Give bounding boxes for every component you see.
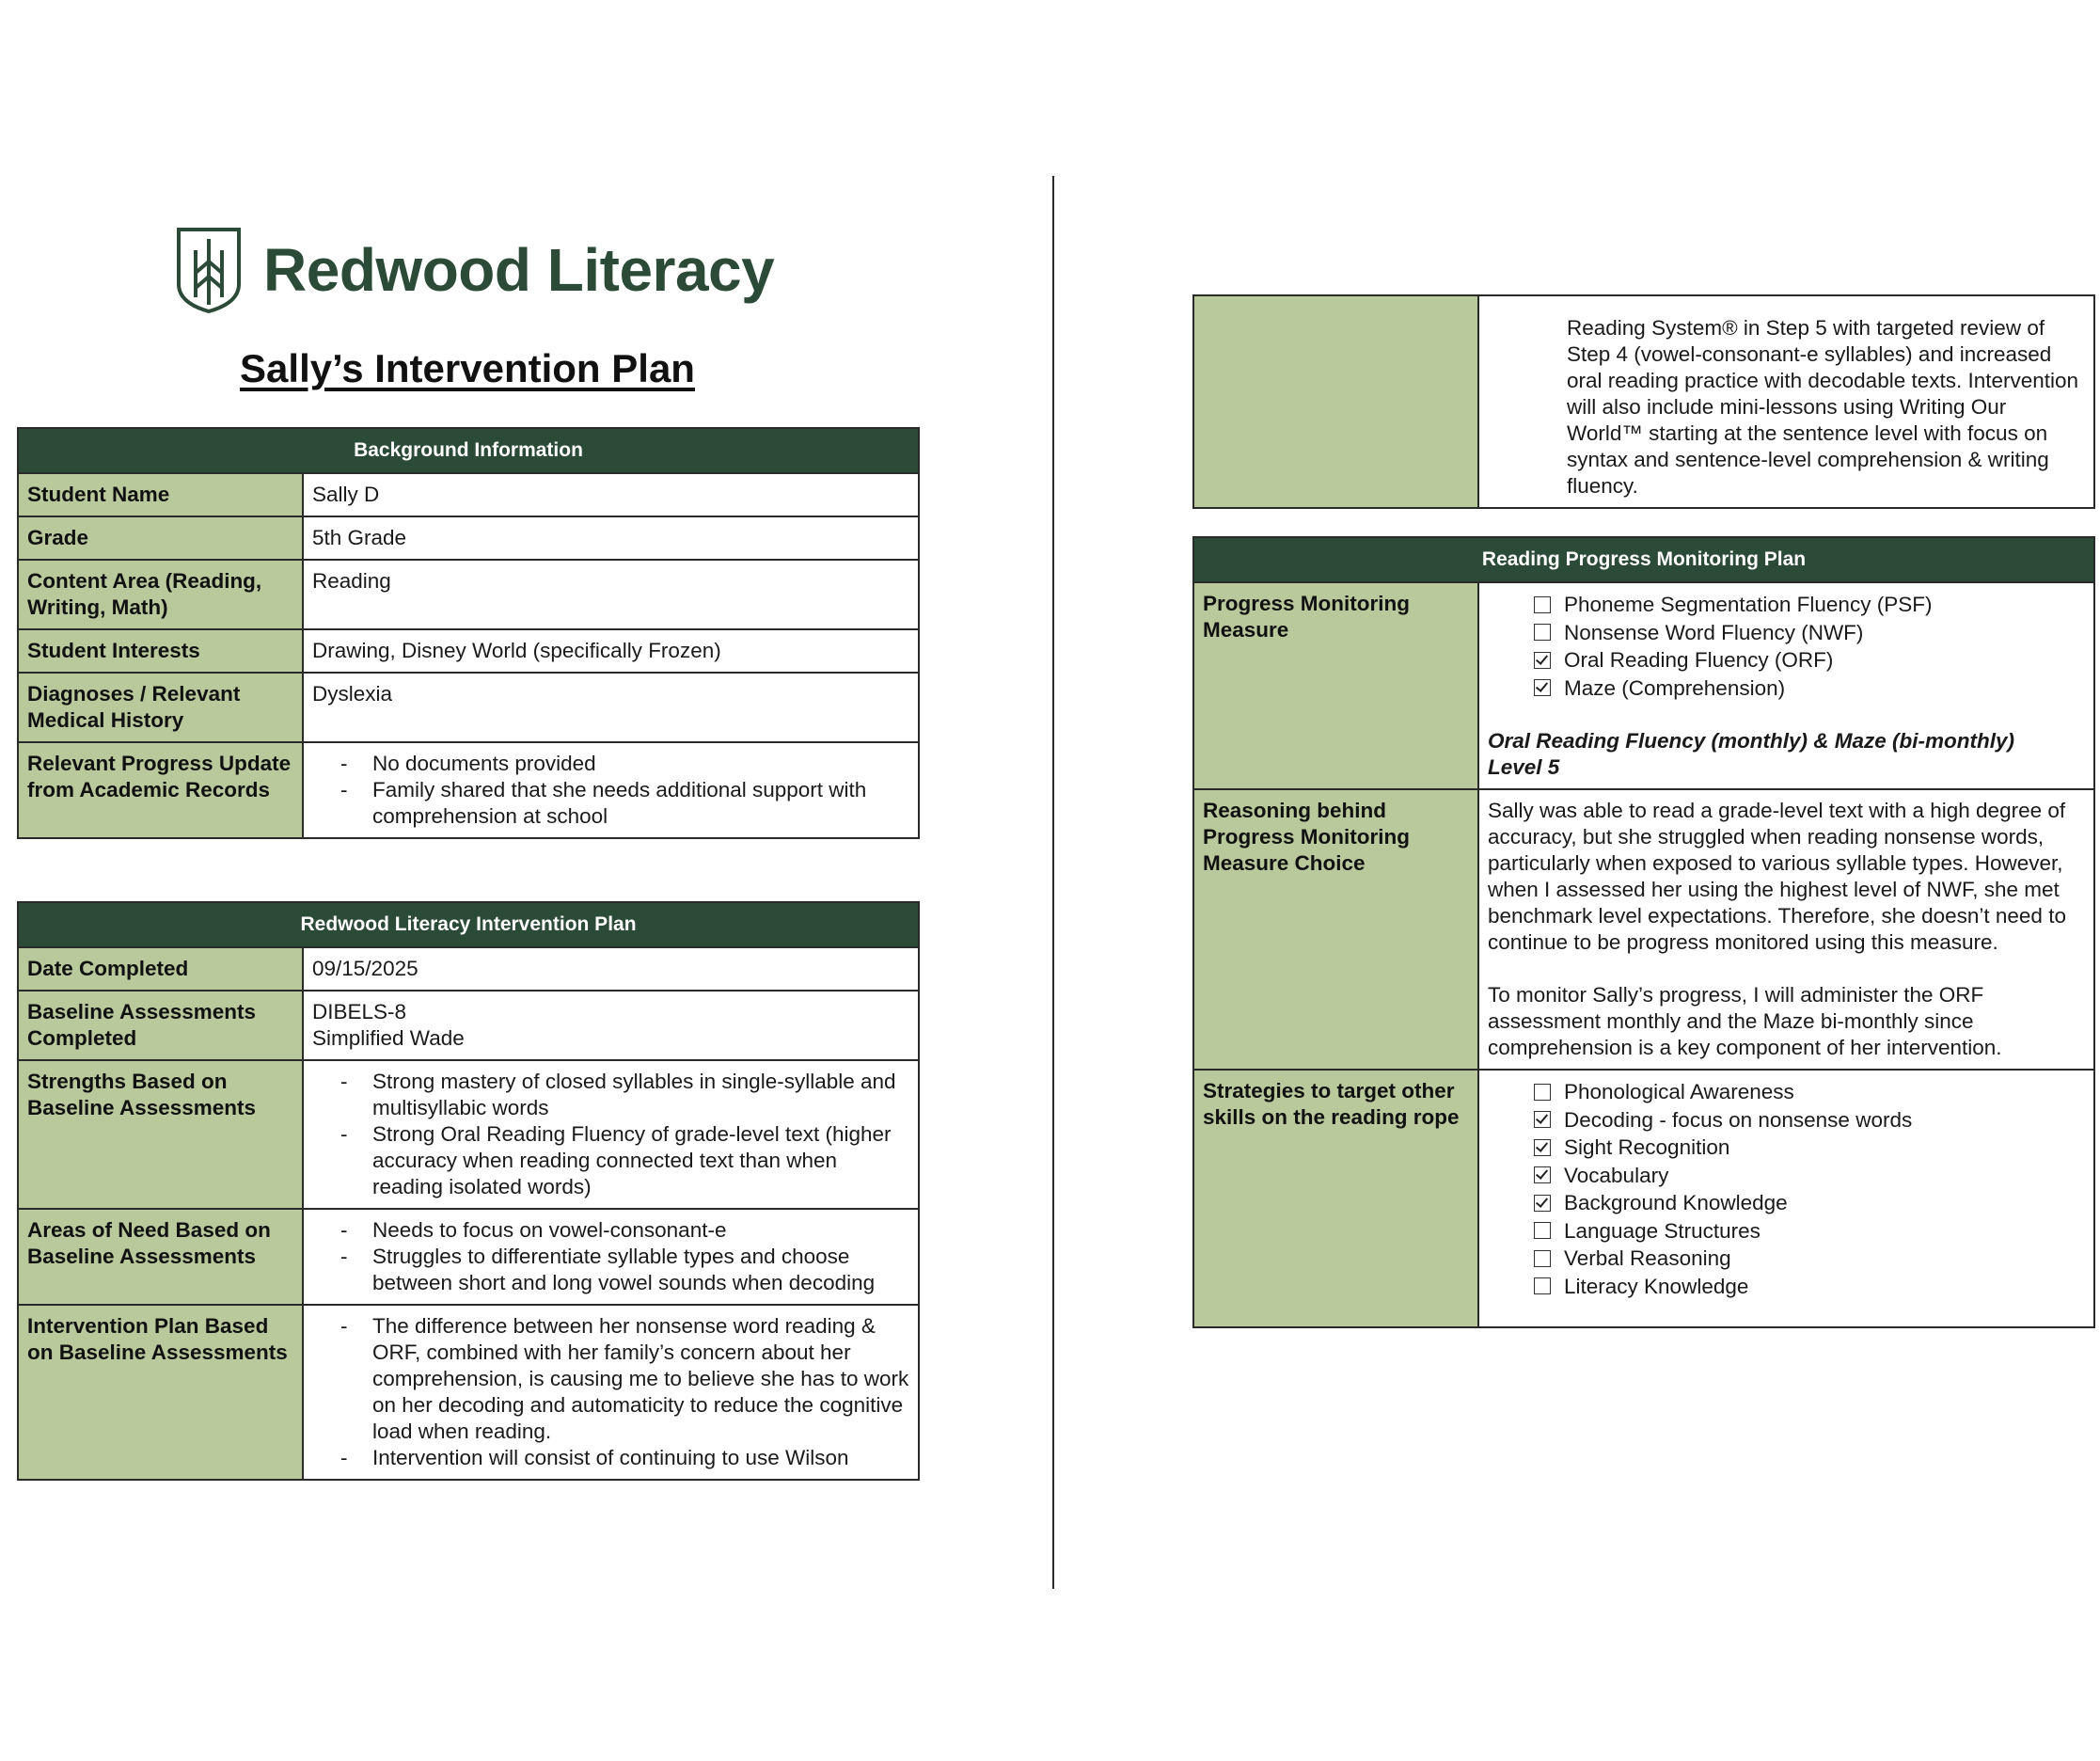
row-label: Intervention Plan Based on Baseline Assessments <box>18 1305 303 1480</box>
page-divider <box>1052 176 1054 1589</box>
reasoning-paragraph: To monitor Sally’s progress, I will administer the ORF assessment monthly and the Maze bi-monthly since comprehension is a key component of her intervention. <box>1488 983 2002 1059</box>
checkbox[interactable] <box>1534 1250 1551 1267</box>
background-information-table <box>17 427 920 839</box>
reasoning-paragraph: Sally was able to read a grade-level text with a high degree of accuracy, but she struggled when reading nonsense words, particularly when exposed to various syllable types. However, when I assessed her using the highest level of NWF, she met benchmark level expectations. Therefore, she doesn’t need to continue to be progress monitored using this measure. <box>1488 799 2066 954</box>
row-label: Progress Monitoring Measure <box>1193 582 1478 789</box>
progress-update-list <box>312 751 909 830</box>
checklist-item: Maze (Comprehension) <box>1534 674 2085 703</box>
assessment-line: Simplified Wade <box>312 1026 465 1050</box>
table-row <box>18 742 919 838</box>
table-row <box>18 560 919 629</box>
table-row <box>18 1305 919 1480</box>
checkbox-checked[interactable] <box>1534 652 1551 669</box>
checkbox-checked[interactable] <box>1534 679 1551 696</box>
reading-progress-monitoring-table <box>1192 536 2095 1328</box>
date-completed-value: 09/15/2025 <box>303 947 919 991</box>
intervention-plan-list <box>312 1313 909 1471</box>
checkbox[interactable] <box>1534 1277 1551 1294</box>
row-label: Reasoning behind Progress Monitoring Measure Choice <box>1193 789 1478 1070</box>
student-name-value: Sally D <box>303 473 919 516</box>
table-header: Redwood Literacy Intervention Plan <box>18 902 919 947</box>
student-interests-value: Drawing, Disney World (specifically Frozen) <box>303 629 919 673</box>
row-label: Strategies to target other skills on the reading rope <box>1193 1070 1478 1327</box>
checklist-item: Background Knowledge <box>1534 1189 2085 1217</box>
checklist-item: Phonological Awareness <box>1534 1078 2085 1106</box>
row-label: Diagnoses / Relevant Medical History <box>18 673 303 742</box>
checklist-item: Vocabulary <box>1534 1162 2085 1190</box>
measure-note: Oral Reading Fluency (monthly) & Maze (bi-monthly) Level 5 <box>1488 729 2015 779</box>
row-label: Relevant Progress Update from Academic Records <box>18 742 303 838</box>
table-row <box>1193 1070 2094 1327</box>
assessment-line: DIBELS-8 <box>312 1000 407 1023</box>
strategies-checklist <box>1488 1078 2085 1300</box>
list-item: - Intervention will consist of continuing to use Wilson <box>372 1445 909 1471</box>
row-label: Baseline Assessments Completed <box>18 991 303 1060</box>
checkbox-checked[interactable] <box>1534 1139 1551 1156</box>
table-row <box>18 947 919 991</box>
redwood-tree-shield-icon <box>175 226 243 314</box>
page-title: Sally’s Intervention Plan <box>240 346 695 390</box>
checklist-item: Nonsense Word Fluency (NWF) <box>1534 619 2085 647</box>
checklist-item: Oral Reading Fluency (ORF) <box>1534 646 2085 674</box>
checkbox-checked[interactable] <box>1534 1111 1551 1128</box>
table-header: Reading Progress Monitoring Plan <box>1193 537 2094 582</box>
checklist-item: Decoding - focus on nonsense words <box>1534 1106 2085 1134</box>
row-label: Student Interests <box>18 629 303 673</box>
checklist-item: Literacy Knowledge <box>1534 1273 2085 1301</box>
table-row <box>1193 295 2094 508</box>
brand-name: Redwood Literacy <box>263 236 775 304</box>
table-row <box>18 1060 919 1209</box>
table-header: Background Information <box>18 428 919 473</box>
measure-checklist <box>1488 591 2085 702</box>
table-row <box>18 673 919 742</box>
table-row <box>1193 582 2094 789</box>
strengths-list <box>312 1069 909 1200</box>
checklist-item: Language Structures <box>1534 1217 2085 1245</box>
list-item: - Struggles to differentiate syllable types and choose between short and long vowel sounds when decoding <box>372 1244 909 1296</box>
row-label: Strengths Based on Baseline Assessments <box>18 1060 303 1209</box>
checkbox-checked[interactable] <box>1534 1195 1551 1212</box>
diagnoses-value: Dyslexia <box>303 673 919 742</box>
checklist-item: Verbal Reasoning <box>1534 1245 2085 1273</box>
checklist-item: Sight Recognition <box>1534 1134 2085 1162</box>
checkbox[interactable] <box>1534 1084 1551 1101</box>
intervention-continuation-text: Reading System® in Step 5 with targeted review of Step 4 (vowel-consonant-e syllables) and increased oral reading practice with decodable texts. Intervention will also include mini-lessons using Writing Our World™ starting at the sentence level with focus on syntax and sentence-level comprehension & writing fluency. <box>1567 316 2079 498</box>
row-label: Areas of Need Based on Baseline Assessments <box>18 1209 303 1305</box>
list-item: - The difference between her nonsense word reading & ORF, combined with her family’s concern about her comprehension, is causing me to believe she has to work on her decoding and automaticity to reduce the cognitive load when reading. <box>372 1313 909 1445</box>
list-item: - Strong mastery of closed syllables in single-syllable and multisyllabic words <box>372 1069 909 1121</box>
intervention-plan-table <box>17 901 920 1481</box>
list-item: - No documents provided <box>372 751 909 777</box>
checklist-item: Phoneme Segmentation Fluency (PSF) <box>1534 591 2085 619</box>
intervention-plan-continuation-table <box>1192 294 2095 509</box>
checkbox[interactable] <box>1534 596 1551 613</box>
list-item: - Family shared that she needs additional support with comprehension at school <box>372 777 909 830</box>
grade-value: 5th Grade <box>303 516 919 560</box>
table-row <box>18 1209 919 1305</box>
row-label: Student Name <box>18 473 303 516</box>
list-item: - Strong Oral Reading Fluency of grade-level text (higher accuracy when reading connected text than when reading isolated words) <box>372 1121 909 1200</box>
table-row <box>18 991 919 1060</box>
content-area-value: Reading <box>303 560 919 629</box>
row-label: Grade <box>18 516 303 560</box>
table-row <box>1193 789 2094 1070</box>
checkbox-checked[interactable] <box>1534 1166 1551 1183</box>
checkbox[interactable] <box>1534 1222 1551 1239</box>
row-label: Date Completed <box>18 947 303 991</box>
row-label-empty <box>1193 295 1478 508</box>
table-row <box>18 516 919 560</box>
areas-of-need-list <box>312 1217 909 1296</box>
checkbox[interactable] <box>1534 624 1551 641</box>
list-item: - Needs to focus on vowel-consonant-e <box>372 1217 909 1244</box>
row-label: Content Area (Reading, Writing, Math) <box>18 560 303 629</box>
table-row <box>18 629 919 673</box>
brand-logo <box>175 226 774 314</box>
table-row <box>18 473 919 516</box>
